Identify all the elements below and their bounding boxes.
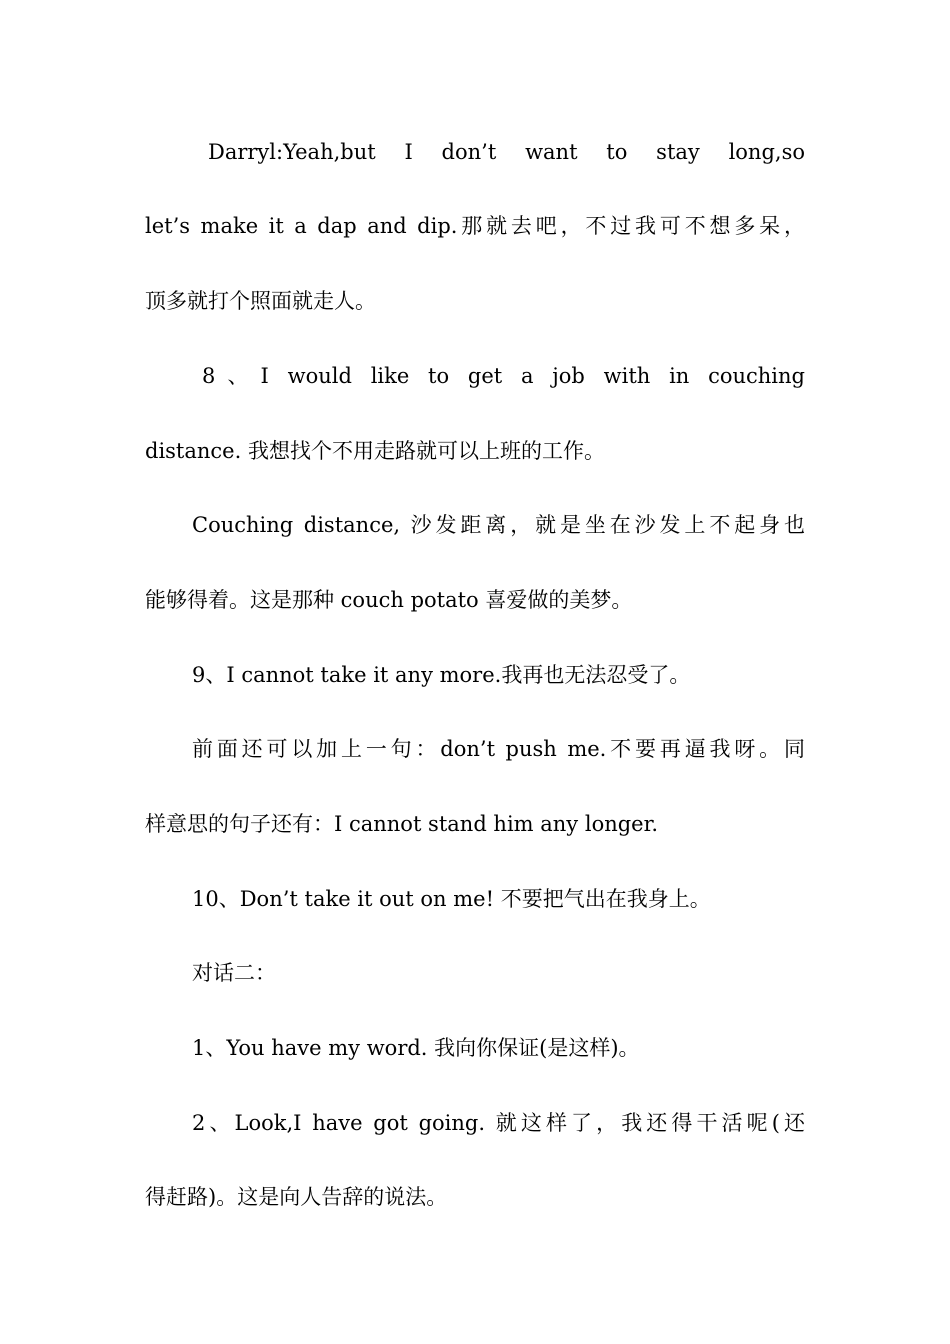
text-line-7: 能够得着。这是那种 couch potato 喜爱做的美梦。 xyxy=(145,588,633,612)
text-line-3: 顶多就打个照面就走人。 xyxy=(145,289,376,313)
section-heading: 对话二： xyxy=(192,961,276,985)
text-line-2: let’s make it a dap and dip.那就去吧，不过我可不想多呆， xyxy=(145,214,805,238)
text-line-5: distance. 我想找个不用走路就可以上班的工作。 xyxy=(145,439,605,463)
text-line-8: 9、I cannot take it any more.我再也无法忍受了。 xyxy=(192,663,691,687)
text-line-10: 样意思的句子还有：I cannot stand him any longer. xyxy=(145,812,659,836)
text-line-1: Darryl:Yeah,but I don’t want to stay long,so xyxy=(208,140,805,164)
text-line-14: 2、Look,I have got going. 就这样了，我还得干活呢(还 xyxy=(192,1111,805,1135)
text-line-11: 10、Don’t take it out on me! 不要把气出在我身上。 xyxy=(192,887,711,911)
text-line-15: 得赶路)。这是向人告辞的说法。 xyxy=(145,1185,448,1209)
text-line-13: 1、You have my word. 我向你保证(是这样)。 xyxy=(192,1036,640,1060)
text-line-9: 前面还可以加上一句：don’t push me.不要再逼我呀。同 xyxy=(192,737,805,761)
text-line-4: 8、I would like to get a job with in couching xyxy=(202,364,805,388)
text-line-6: Couching distance, 沙发距离，就是坐在沙发上不起身也 xyxy=(192,513,805,537)
